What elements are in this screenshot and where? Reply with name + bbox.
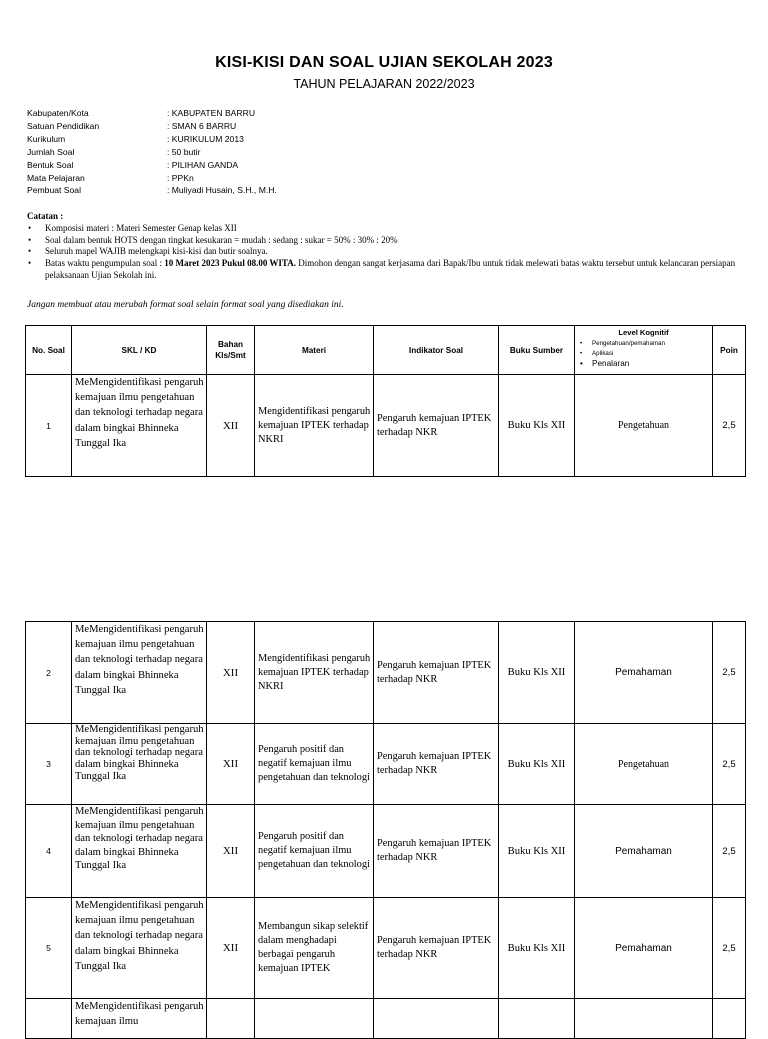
meta-row: [27, 133, 277, 146]
note-item: • Seluruh mapel WAJIB melengkapi kisi-kisi dan butir soalnya.: [45, 246, 743, 258]
cell-indikator: Pengaruh kemajuan IPTEK terhadap NKR: [374, 898, 499, 999]
cell-buku: Buku Kls XII: [499, 805, 575, 898]
table-row: [26, 622, 746, 724]
meta-label: Kabupaten/Kota: [27, 108, 89, 118]
kisi-table-bottom: [25, 621, 746, 1039]
meta-info: [27, 107, 277, 197]
cell-materi: [255, 999, 374, 1039]
cell-buku: [499, 999, 575, 1039]
note-item: • Soal dalam bentuk HOTS dengan tingkat kesukaran = mudah : sedang : sukar = 50% : 30% : 20%: [45, 235, 743, 247]
cell-materi: Pengaruh positif dan negatif kemajuan ilmu pengetahuan dan teknologi: [255, 805, 374, 898]
cell-bahan: [207, 999, 255, 1039]
cell-level: Pengetahuan: [575, 724, 713, 805]
cell-skl: MeMengidentifikasi pengaruh kemajuan ilmu pengetahuan dan teknologi terhadap negara dalam bingkai Bhinneka Tunggal Ika: [72, 724, 207, 805]
cell-skl: MeMengidentifikasi pengaruh kemajuan ilmu pengetahuan dan teknologi terhadap negara dalam bingkai Bhinneka Tunggal Ika: [72, 898, 207, 999]
cell-skl: MeMengidentifikasi pengaruh kemajuan ilmu pengetahuan dan teknologi terhadap negara dalam bingkai Bhinneka Tunggal Ika: [72, 375, 207, 477]
level-item: • Aplikasi: [580, 349, 712, 359]
cell-poin: 2,5: [713, 805, 746, 898]
cell-no: 1: [26, 375, 72, 477]
table-row: [26, 805, 746, 898]
cell-bahan: XII: [207, 898, 255, 999]
cell-no: 2: [26, 622, 72, 724]
header-buku: Buku Sumber: [499, 326, 575, 375]
cell-level: Pemahaman: [575, 622, 713, 724]
note-item: • Komposisi materi : Materi Semester Genap kelas XII: [45, 223, 743, 235]
level-list: [580, 339, 712, 369]
cell-indikator: [374, 999, 499, 1039]
meta-row: [27, 107, 277, 120]
table-row: [26, 375, 746, 477]
meta-label: Mata Pelajaran: [27, 172, 85, 183]
meta-label: Jumlah Soal: [27, 146, 75, 157]
cell-skl: MeMengidentifikasi pengaruh kemajuan ilmu pengetahuan dan teknologi terhadap negara dalam bingkai Bhinneka Tunggal Ika: [72, 805, 207, 898]
meta-value: : KURIKULUM 2013: [167, 133, 244, 144]
meta-value: : KABUPATEN BARRU: [167, 108, 256, 118]
header-indikator: Indikator Soal: [374, 326, 499, 375]
cell-indikator: Pengaruh kemajuan IPTEK terhadap NKR: [374, 622, 499, 724]
cell-materi: Membangun sikap selektif dalam menghadapi berbagai pengaruh kemajuan IPTEK: [255, 898, 374, 999]
deadline-date: 10 Maret 2023 Pukul 08.00 WITA.: [164, 258, 296, 269]
cell-buku: Buku Kls XII: [499, 375, 575, 477]
cell-no: [26, 999, 72, 1039]
cell-poin: 2,5: [713, 622, 746, 724]
level-title: Level Kognitif: [618, 328, 669, 337]
cell-indikator: Pengaruh kemajuan IPTEK terhadap NKR: [374, 805, 499, 898]
meta-row: [27, 146, 277, 159]
notes-list: [27, 223, 743, 282]
cell-skl: MeMengidentifikasi pengaruh kemajuan ilmu: [72, 999, 207, 1039]
cell-poin: 2,5: [713, 375, 746, 477]
table-header-row: [26, 326, 746, 375]
cell-level: Pengetahuan: [575, 375, 713, 477]
meta-value: : SMAN 6 BARRU: [167, 120, 237, 131]
meta-value: : Muliyadi Husain, S.H., M.H.: [167, 185, 277, 196]
cell-bahan: XII: [207, 805, 255, 898]
header-materi: Materi: [255, 326, 374, 375]
meta-row: [27, 120, 277, 133]
header-skl: SKL / KD: [72, 326, 207, 375]
table-row: [26, 999, 746, 1039]
cell-materi: Mengidentifikasi pengaruh kemajuan IPTEK terhadap NKRI: [255, 622, 374, 724]
cell-level: Pemahaman: [575, 805, 713, 898]
cell-poin: 2,5: [713, 898, 746, 999]
cell-buku: Buku Kls XII: [499, 898, 575, 999]
cell-materi: Mengidentifikasi pengaruh kemajuan IPTEK terhadap NKRI: [255, 375, 374, 477]
cell-level: [575, 999, 713, 1039]
notes-title: Catatan :: [27, 211, 64, 221]
meta-row: [27, 184, 277, 197]
deadline-suffix: Dimohon dengan sangat kerjasama dari Bapak/Ibu untuk tidak melewati batas waktu tersebut untuk kelancaran persiapan pelaksanaan Ujian Sekolah ini.: [45, 258, 736, 280]
cell-no: 3: [26, 724, 72, 805]
kisi-table-top: [25, 325, 746, 477]
level-item: • Pengetahuan/pemahaman: [580, 339, 712, 349]
table-row: [26, 898, 746, 999]
cell-no: 4: [26, 805, 72, 898]
cell-indikator: Pengaruh kemajuan IPTEK terhadap NKR: [374, 724, 499, 805]
header-bahan: Bahan Kls/Smt: [207, 326, 255, 375]
cell-buku: Buku Kls XII: [499, 724, 575, 805]
cell-skl: MeMengidentifikasi pengaruh kemajuan ilmu pengetahuan dan teknologi terhadap negara dalam bingkai Bhinneka Tunggal Ika: [72, 622, 207, 724]
notes-section: [27, 211, 743, 282]
cell-bahan: XII: [207, 375, 255, 477]
cell-no: 5: [26, 898, 72, 999]
cell-buku: Buku Kls XII: [499, 622, 575, 724]
meta-label: Satuan Pendidikan: [27, 120, 100, 131]
meta-label: Bentuk Soal: [27, 159, 74, 170]
header-level: [575, 326, 713, 375]
document-title: KISI-KISI DAN SOAL UJIAN SEKOLAH 2023: [215, 54, 553, 71]
meta-label: Kurikulum: [27, 133, 66, 144]
header-poin: Poin: [713, 326, 746, 375]
meta-value: : PILIHAN GANDA: [167, 159, 239, 170]
note-item-deadline: [45, 258, 743, 282]
header-no: No. Soal: [26, 326, 72, 375]
cell-bahan: XII: [207, 622, 255, 724]
cell-bahan: XII: [207, 724, 255, 805]
cell-level: Pemahaman: [575, 898, 713, 999]
meta-row: [27, 159, 277, 172]
level-item: • Penalaran: [580, 359, 712, 369]
format-warning: Jangan membuat atau merubah format soal selain format soal yang disediakan ini.: [27, 300, 344, 310]
cell-indikator: Pengaruh kemajuan IPTEK terhadap NKR: [374, 375, 499, 477]
cell-materi: Pengaruh positif dan negatif kemajuan ilmu pengetahuan dan teknologi: [255, 724, 374, 805]
meta-value: : 50 butir: [167, 146, 201, 157]
meta-label: Pembuat Soal: [27, 185, 81, 196]
document-subtitle: TAHUN PELAJARAN 2022/2023: [293, 77, 475, 91]
cell-poin: 2,5: [713, 724, 746, 805]
meta-value: : PPKn: [167, 172, 194, 183]
table-row: [26, 724, 746, 805]
cell-poin: [713, 999, 746, 1039]
deadline-prefix: Batas waktu pengumpulan soal :: [45, 258, 165, 269]
meta-row: [27, 172, 277, 185]
